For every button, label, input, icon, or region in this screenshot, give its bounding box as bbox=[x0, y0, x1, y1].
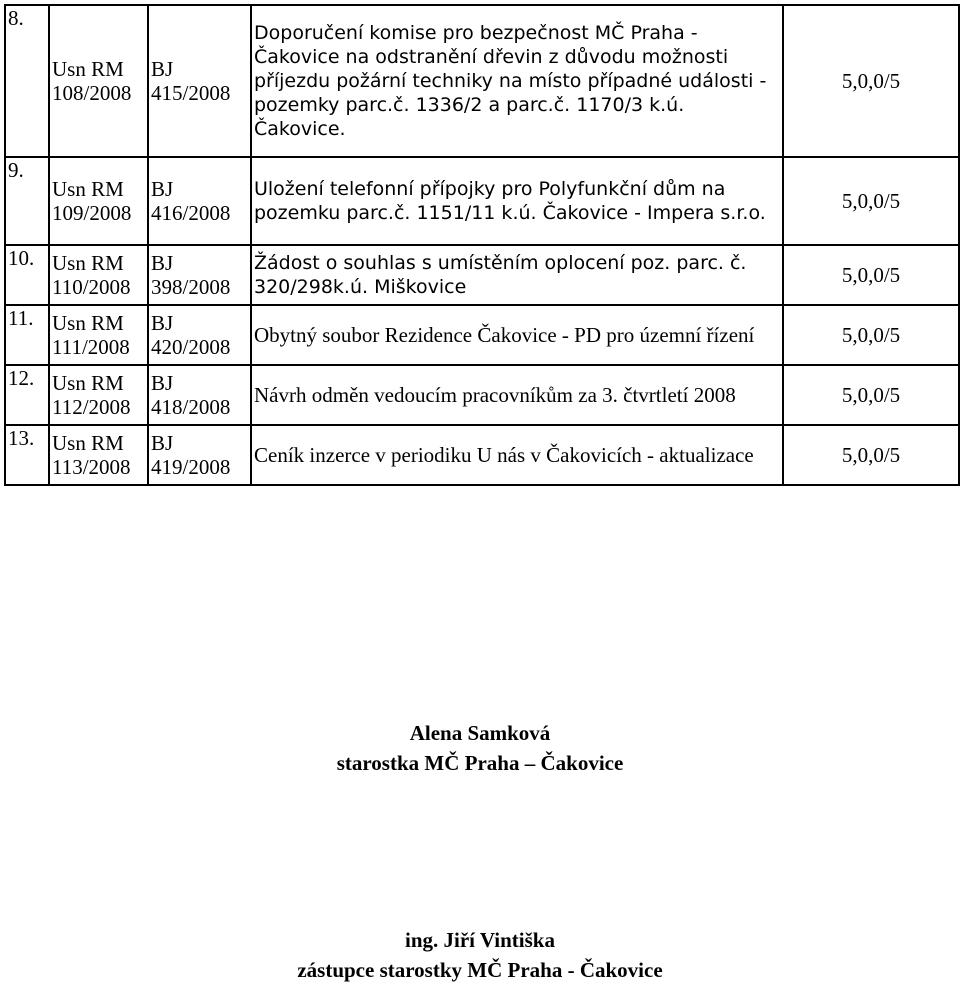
bj-number: 418/2008 bbox=[151, 395, 231, 419]
resolutions-table bbox=[4, 4, 960, 486]
table-row bbox=[5, 425, 959, 485]
bj-number: 398/2008 bbox=[151, 275, 231, 299]
resolution-description: Obytný soubor Rezidence Čakovice - PD pro územní řízení bbox=[251, 305, 783, 365]
signatory-name: Alena Samková bbox=[409, 721, 551, 745]
bj-id-cell bbox=[148, 305, 251, 365]
table-row bbox=[5, 5, 959, 157]
vote-result: 5,0,0/5 bbox=[783, 5, 959, 157]
signatory-role: starostka MČ Praha – Čakovice bbox=[336, 751, 624, 775]
table-row bbox=[5, 305, 959, 365]
bj-label: BJ bbox=[151, 251, 174, 275]
vote-result: 5,0,0/5 bbox=[783, 245, 959, 305]
resolution-description: Žádost o souhlas s umístěním oplocení poz. parc. č. 320/298k.ú. Miškovice bbox=[251, 245, 783, 305]
resolution-description: Návrh odměn vedoucím pracovníkům za 3. čtvrtletí 2008 bbox=[251, 365, 783, 425]
resolution-label: Usn RM bbox=[52, 311, 124, 335]
resolution-label: Usn RM bbox=[52, 251, 124, 275]
resolution-id-cell bbox=[49, 425, 148, 485]
bj-number: 419/2008 bbox=[151, 455, 231, 479]
resolution-number: 108/2008 bbox=[52, 81, 132, 105]
bj-label: BJ bbox=[151, 177, 174, 201]
signatory-name: ing. Jiří Vintiška bbox=[405, 928, 555, 952]
bj-number: 415/2008 bbox=[151, 81, 231, 105]
bj-number: 420/2008 bbox=[151, 335, 231, 359]
resolution-id-cell bbox=[49, 365, 148, 425]
resolution-id-cell bbox=[49, 5, 148, 157]
signature-block-deputy bbox=[0, 925, 960, 985]
resolution-number: 110/2008 bbox=[52, 275, 131, 299]
vote-result: 5,0,0/5 bbox=[783, 157, 959, 245]
table-row bbox=[5, 365, 959, 425]
resolution-id-cell bbox=[49, 305, 148, 365]
resolution-label: Usn RM bbox=[52, 371, 124, 395]
bj-id-cell bbox=[148, 5, 251, 157]
resolution-id-cell bbox=[49, 157, 148, 245]
resolution-number: 109/2008 bbox=[52, 201, 132, 225]
resolution-description: Ceník inzerce v periodiku U nás v Čakovicích - aktualizace bbox=[251, 425, 783, 485]
bj-id-cell bbox=[148, 365, 251, 425]
bj-label: BJ bbox=[151, 311, 174, 335]
signatory-role: zástupce starostky MČ Praha - Čakovice bbox=[297, 958, 663, 982]
bj-label: BJ bbox=[151, 371, 174, 395]
vote-result: 5,0,0/5 bbox=[783, 425, 959, 485]
bj-label: BJ bbox=[151, 431, 174, 455]
bj-id-cell bbox=[148, 425, 251, 485]
resolution-number: 112/2008 bbox=[52, 395, 131, 419]
resolution-number: 113/2008 bbox=[52, 455, 131, 479]
row-number: 12. bbox=[5, 365, 49, 425]
vote-result: 5,0,0/5 bbox=[783, 305, 959, 365]
resolution-description: Uložení telefonní přípojky pro Polyfunkční dům na pozemku parc.č. 1151/11 k.ú. Čakovice - Impera s.r.o. bbox=[251, 157, 783, 245]
table-row bbox=[5, 157, 959, 245]
resolution-number: 111/2008 bbox=[52, 335, 130, 359]
resolution-description: Doporučení komise pro bezpečnost MČ Praha - Čakovice na odstranění dřevin z důvodu možnosti příjezdu požární techniky na místo případné události - pozemky parc.č. 1336/2 a parc.č. 1170/3 k.ú. Čakovice. bbox=[251, 5, 783, 157]
row-number: 11. bbox=[5, 305, 49, 365]
table-row bbox=[5, 245, 959, 305]
row-number: 8. bbox=[5, 5, 49, 157]
row-number: 10. bbox=[5, 245, 49, 305]
row-number: 13. bbox=[5, 425, 49, 485]
bj-id-cell bbox=[148, 245, 251, 305]
signature-block-mayor bbox=[0, 718, 960, 778]
vote-result: 5,0,0/5 bbox=[783, 365, 959, 425]
resolution-id-cell bbox=[49, 245, 148, 305]
bj-number: 416/2008 bbox=[151, 201, 231, 225]
row-number: 9. bbox=[5, 157, 49, 245]
resolution-label: Usn RM bbox=[52, 57, 124, 81]
resolution-label: Usn RM bbox=[52, 431, 124, 455]
bj-id-cell bbox=[148, 157, 251, 245]
resolution-label: Usn RM bbox=[52, 177, 124, 201]
bj-label: BJ bbox=[151, 57, 174, 81]
